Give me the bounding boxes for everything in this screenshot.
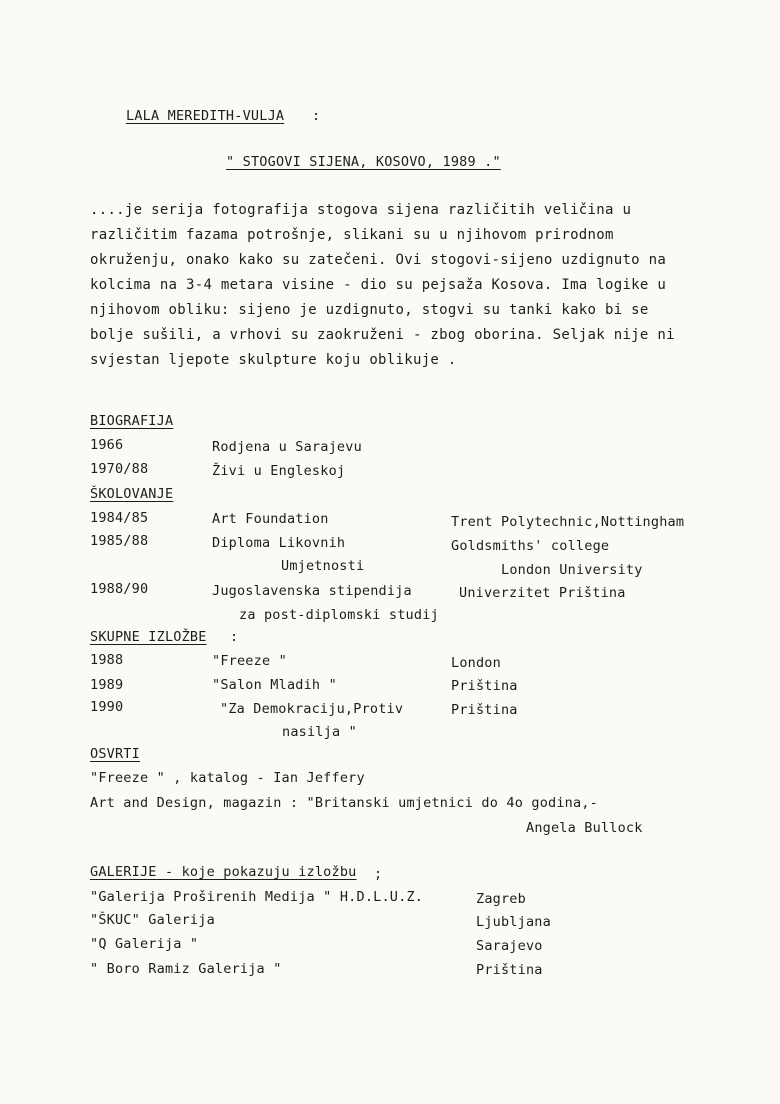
intro-line: okruženju, onako kako su zatečeni. Ovi stogovi-sijeno uzdignuto na xyxy=(90,252,667,268)
exhibition-year: 1990 xyxy=(90,699,124,715)
biography-year: 1966 xyxy=(90,437,124,453)
education-desc: Umjetnosti xyxy=(281,558,365,574)
exhibition-year: 1989 xyxy=(90,677,124,693)
intro-line: bolje sušili, a vrhovi su zaokruženi - zbog oborina. Seljak nije ni xyxy=(90,327,675,343)
gallery-name: " Boro Ramiz Galerija " xyxy=(90,961,282,977)
gallery-city: Priština xyxy=(476,962,543,978)
intro-line: ....je serija fotografija stogova sijena različitih veličina u xyxy=(90,202,632,218)
author-colon: : xyxy=(312,108,321,124)
biography-heading: BIOGRAFIJA xyxy=(90,413,174,429)
intro-paragraph xyxy=(90,198,690,373)
exhibition-title: "Za Demokraciju,Protiv xyxy=(220,701,404,717)
education-place: Goldsmiths' college xyxy=(451,538,610,554)
review-author: Angela Bullock xyxy=(526,820,643,836)
education-place: Trent Polytechnic,Nottingham xyxy=(451,514,685,530)
biography-desc: Živi u Engleskoj xyxy=(212,463,346,479)
gallery-name: "ŠKUC" Galerija xyxy=(90,912,215,928)
galleries-colon: ; xyxy=(374,866,383,882)
education-place: Univerzitet Priština xyxy=(459,585,626,601)
education-heading: ŠKOLOVANJE xyxy=(90,486,174,502)
intro-line: kolcima na 3-4 metara visine - dio su pejsaža Kosova. Ima logike u xyxy=(90,277,667,293)
review-line: Art and Design, magazin : "Britanski umjetnici do 4o godina,- xyxy=(90,795,598,811)
exhibition-place: London xyxy=(451,655,501,671)
education-year: 1984/85 xyxy=(90,510,149,526)
education-desc: Art Foundation xyxy=(212,511,329,527)
intro-line: svjestan ljepote skulpture koju oblikuje . xyxy=(90,352,457,368)
education-year: 1985/88 xyxy=(90,533,149,549)
education-desc: za post-diplomski studij xyxy=(239,607,439,623)
work-title: " STOGOVI SIJENA, KOSOVO, 1989 ." xyxy=(226,154,501,170)
gallery-name: "Galerija Proširenih Medija " H.D.L.U.Z. xyxy=(90,889,424,905)
education-place: London University xyxy=(501,562,643,578)
exhibition-title: "Freeze " xyxy=(212,653,287,669)
biography-year: 1970/88 xyxy=(90,461,149,477)
author-name: LALA MEREDITH-VULJA xyxy=(126,108,285,124)
exhibition-title: "Salon Mladih " xyxy=(212,677,337,693)
exhibition-year: 1988 xyxy=(90,652,124,668)
reviews-heading: OSVRTI xyxy=(90,746,140,762)
galleries-heading: GALERIJE - koje pokazuju izložbu xyxy=(90,864,357,880)
intro-line: različitim fazama potrošnje, slikani su u njihovom prirodnom xyxy=(90,227,614,243)
exhibition-place: Priština xyxy=(451,678,518,694)
biography-desc: Rodjena u Sarajevu xyxy=(212,439,362,455)
review-line: "Freeze " , katalog - Ian Jeffery xyxy=(90,770,365,786)
exhibition-title: nasilja " xyxy=(282,724,357,740)
exhibitions-heading: SKUPNE IZLOŽBE xyxy=(90,629,207,645)
gallery-name: "Q Galerija " xyxy=(90,936,199,952)
intro-line: njihovom obliku: sijeno je uzdignuto, stogvi su tanki kako bi se xyxy=(90,302,649,318)
education-year: 1988/90 xyxy=(90,581,149,597)
exhibitions-colon: : xyxy=(230,629,239,645)
education-desc: Diploma Likovnih xyxy=(212,535,346,551)
education-desc: Jugoslavenska stipendija xyxy=(212,583,412,599)
gallery-city: Sarajevo xyxy=(476,938,543,954)
exhibition-place: Priština xyxy=(451,702,518,718)
gallery-city: Zagreb xyxy=(476,891,526,907)
gallery-city: Ljubljana xyxy=(476,914,551,930)
